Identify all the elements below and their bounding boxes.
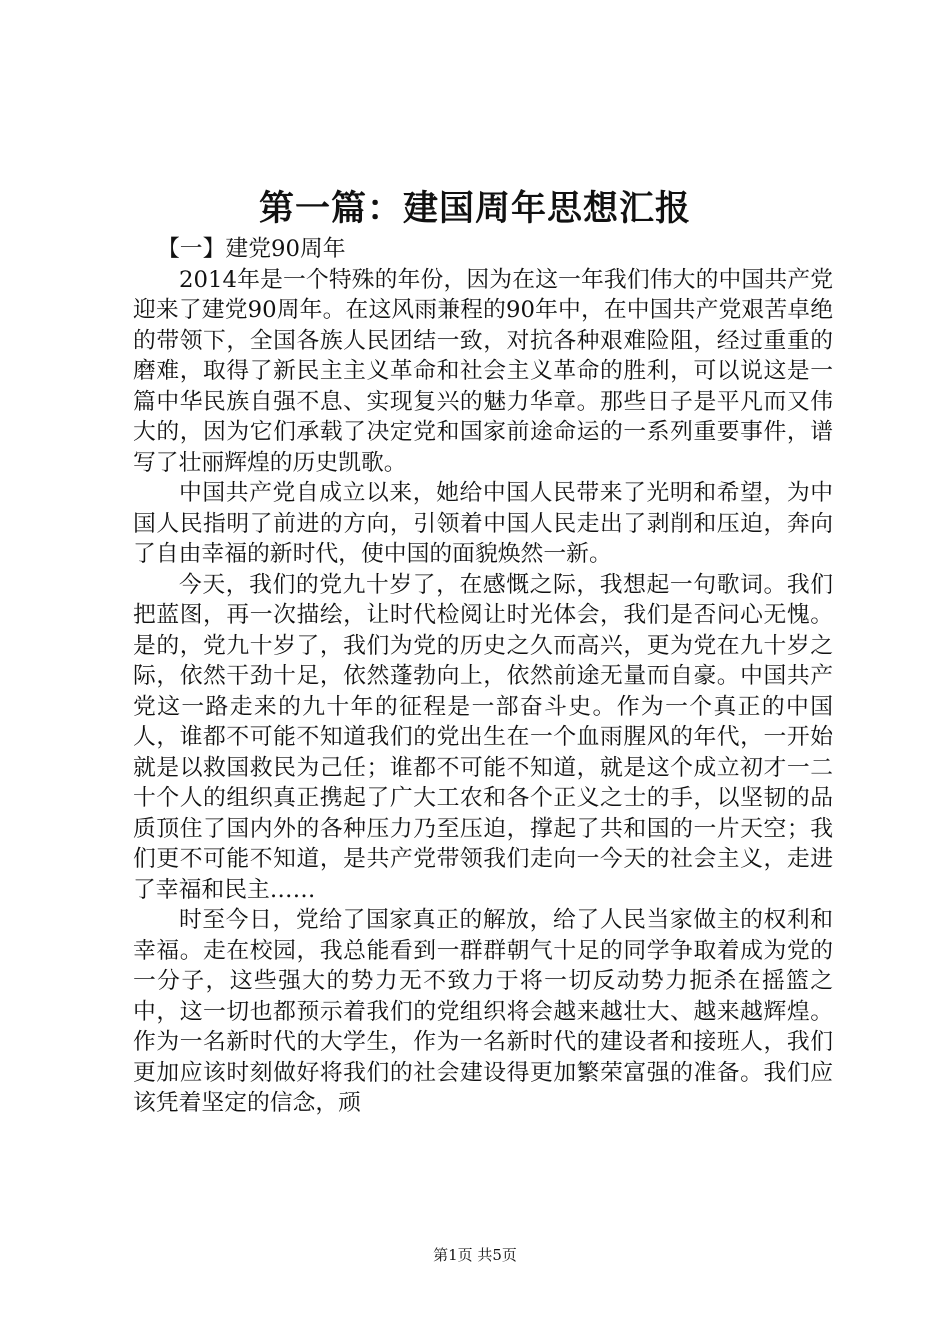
document-title: 第一篇：建国周年思想汇报	[258, 188, 691, 229]
paragraph: 中国共产党自成立以来，她给中国人民带来了光明和希望，为中国人民指明了前进的方向，引领着中国人民走出了剥削和压迫，奔向了自由幸福的新时代，使中国的面貌焕然一新。	[133, 480, 833, 567]
page-footer: 第1页 共5页	[433, 1246, 517, 1264]
paragraph: 2014年是一个特殊的年份，因为在这一年我们伟大的中国共产党迎来了建党90周年。在这风雨兼程的90年中，在中国共产党艰苦卓绝的带领下，全国各族人民团结一致，对抗各种艰难险阻，经过重重的磨难，取得了新民主主义革命和社会主义革命的胜利，可以说这是一篇中华民族自强不息、实现复兴的魅力华章。那些日子是平凡而又伟大的，因为它们承载了决定党和国家前途命运的一系列重要事件，谱写了壮丽辉煌的历史凯歌。	[133, 266, 833, 476]
section-heading: 【一】建党90周年	[157, 236, 346, 262]
document-body	[133, 234, 833, 1119]
paragraph: 今天，我们的党九十岁了，在感慨之际，我想起一句歌词。我们把蓝图，再一次描绘，让时代检阅让时光体会，我们是否问心无愧。是的，党九十岁了，我们为党的历史之久而高兴，更为党在九十岁之际，依然干劲十足，依然蓬勃向上，依然前途无量而自豪。中国共产党这一路走来的九十年的征程是一部奋斗史。作为一个真正的中国人，谁都不可能不知道我们的党出生在一个血雨腥风的年代，一开始就是以救国救民为己任；谁都不可能不知道，就是这个成立初才一二十个人的组织真正携起了广大工农和各个正义之士的手，以坚韧的品质顶住了国内外的各种压力乃至压迫，撑起了共和国的一片天空；我们更不可能不知道，是共产党带领我们走向一今天的社会主义，走进了幸福和民主……	[133, 571, 833, 903]
paragraph: 时至今日，党给了国家真正的解放，给了人民当家做主的权利和幸福。走在校园，我总能看到一群群朝气十足的同学争取着成为党的一分子，这些强大的势力无不致力于将一切反动势力扼杀在摇篮之中，这一切也都预示着我们的党组织将会越来越壮大、越来越辉煌。作为一名新时代的大学生，作为一名新时代的建设者和接班人，我们更加应该时刻做好将我们的社会建设得更加繁荣富强的准备。我们应该凭着坚定的信念，顽	[133, 907, 833, 1116]
